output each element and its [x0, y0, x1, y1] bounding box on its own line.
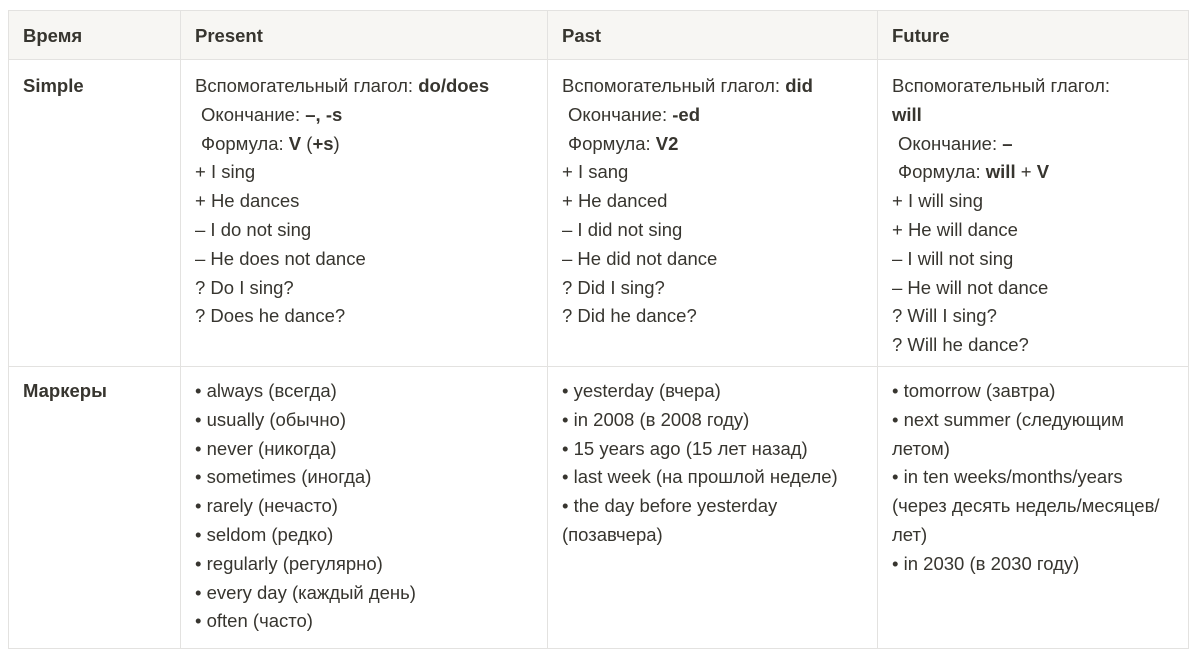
marker-item: • rarely (нечасто) [195, 495, 338, 517]
example-line: ? Does he dance? [195, 305, 346, 327]
example-line: + I sing [195, 161, 256, 183]
ending-value: -ed [672, 103, 700, 125]
header-cell-present: Present [181, 11, 548, 60]
example-line: ? Will he dance? [892, 334, 1029, 356]
marker-item: • every day (каждый день) [195, 581, 416, 603]
cell-simple-future [878, 60, 1189, 367]
formula-will: will [985, 161, 1016, 183]
formula-line [562, 130, 863, 159]
aux-verb-line [562, 72, 863, 101]
aux-verb-label: Вспомогательный глагол: [892, 75, 1111, 96]
formula-plus: + [1015, 161, 1037, 183]
example-line: ? Do I sing? [195, 276, 294, 298]
ending-line [195, 101, 533, 130]
formula-label: Формула: [201, 132, 289, 154]
formula-paren-open: ( [301, 132, 313, 154]
marker-item: • regularly (регулярно) [195, 552, 383, 574]
marker-item: • often (часто) [195, 610, 313, 632]
table-body [9, 60, 1189, 649]
marker-item: • never (никогда) [195, 437, 337, 459]
marker-item: • in ten weeks/months/years (через десять недель/месяцев/лет) [892, 466, 1160, 545]
header-row [9, 11, 1189, 60]
row-label-simple: Simple [9, 60, 181, 367]
marker-item: • tomorrow (завтра) [892, 380, 1056, 401]
header-cell-future: Future [878, 11, 1189, 60]
ending-line [892, 130, 1174, 159]
example-line: – I did not sing [562, 218, 683, 240]
example-line: + I sang [562, 161, 629, 183]
cell-simple-past [548, 60, 878, 367]
example-line: – He will not dance [892, 276, 1049, 298]
row-label-markers: Маркеры [9, 367, 181, 649]
cell-markers-present [181, 367, 548, 649]
example-line: ? Will I sing? [892, 305, 997, 327]
aux-verb-value: did [785, 75, 813, 96]
marker-item: • in 2008 (в 2008 году) [562, 408, 750, 430]
aux-verb-label: Вспомогательный глагол: [195, 75, 419, 96]
example-line: – I do not sing [195, 218, 312, 240]
table-row-markers [9, 367, 1189, 649]
example-line: – He did not dance [562, 247, 718, 269]
ending-value: – [1002, 132, 1013, 154]
marker-item: • seldom (редко) [195, 523, 334, 545]
example-line: + He will dance [892, 218, 1018, 240]
formula-suffix: +s [312, 132, 334, 154]
formula-verb: V [288, 132, 302, 154]
example-line: – He does not dance [195, 247, 366, 269]
formula-verb: V [1036, 161, 1050, 183]
marker-item: • yesterday (вчера) [562, 380, 721, 401]
example-line: ? Did he dance? [562, 305, 697, 327]
table-header [9, 11, 1189, 60]
aux-verb-value: will [892, 103, 922, 125]
example-line: ? Did I sing? [562, 276, 665, 298]
marker-item: • always (всегда) [195, 380, 337, 401]
cell-markers-future [878, 367, 1189, 649]
ending-label: Окончание: [898, 132, 1003, 154]
table-row-simple [9, 60, 1189, 367]
marker-item: • next summer (следующим летом) [892, 408, 1124, 459]
example-line: + I will sing [892, 190, 983, 212]
formula-label: Формула: [568, 132, 656, 154]
aux-verb-value-line [892, 101, 1174, 130]
ending-value: –, -s [305, 103, 343, 125]
header-cell-time: Время [9, 11, 181, 60]
ending-label: Окончание: [201, 103, 306, 125]
formula-label: Формула: [898, 161, 986, 183]
aux-verb-value: do/does [418, 75, 490, 96]
marker-item: • in 2030 (в 2030 году) [892, 552, 1080, 574]
tenses-table [8, 10, 1189, 649]
cell-simple-present [181, 60, 548, 367]
cell-markers-past [548, 367, 878, 649]
marker-item: • 15 years ago (15 лет назад) [562, 437, 808, 459]
ending-label: Окончание: [568, 103, 673, 125]
marker-item: • usually (обычно) [195, 408, 346, 430]
aux-verb-line [195, 72, 533, 101]
formula-paren-close: ) [333, 132, 340, 154]
formula-value: V2 [655, 132, 679, 154]
marker-item: • the day before yesterday (позавчера) [562, 495, 778, 545]
tenses-table-container [8, 10, 1188, 649]
marker-item: • sometimes (иногда) [195, 466, 372, 488]
ending-line [562, 101, 863, 130]
example-line: – I will not sing [892, 247, 1014, 269]
aux-verb-label: Вспомогательный глагол: [562, 75, 786, 96]
marker-item: • last week (на прошлой неделе) [562, 466, 838, 488]
example-line: + He dances [195, 190, 300, 212]
example-line: + He danced [562, 190, 668, 212]
formula-line [892, 158, 1174, 187]
formula-line [195, 130, 533, 159]
header-cell-past: Past [548, 11, 878, 60]
